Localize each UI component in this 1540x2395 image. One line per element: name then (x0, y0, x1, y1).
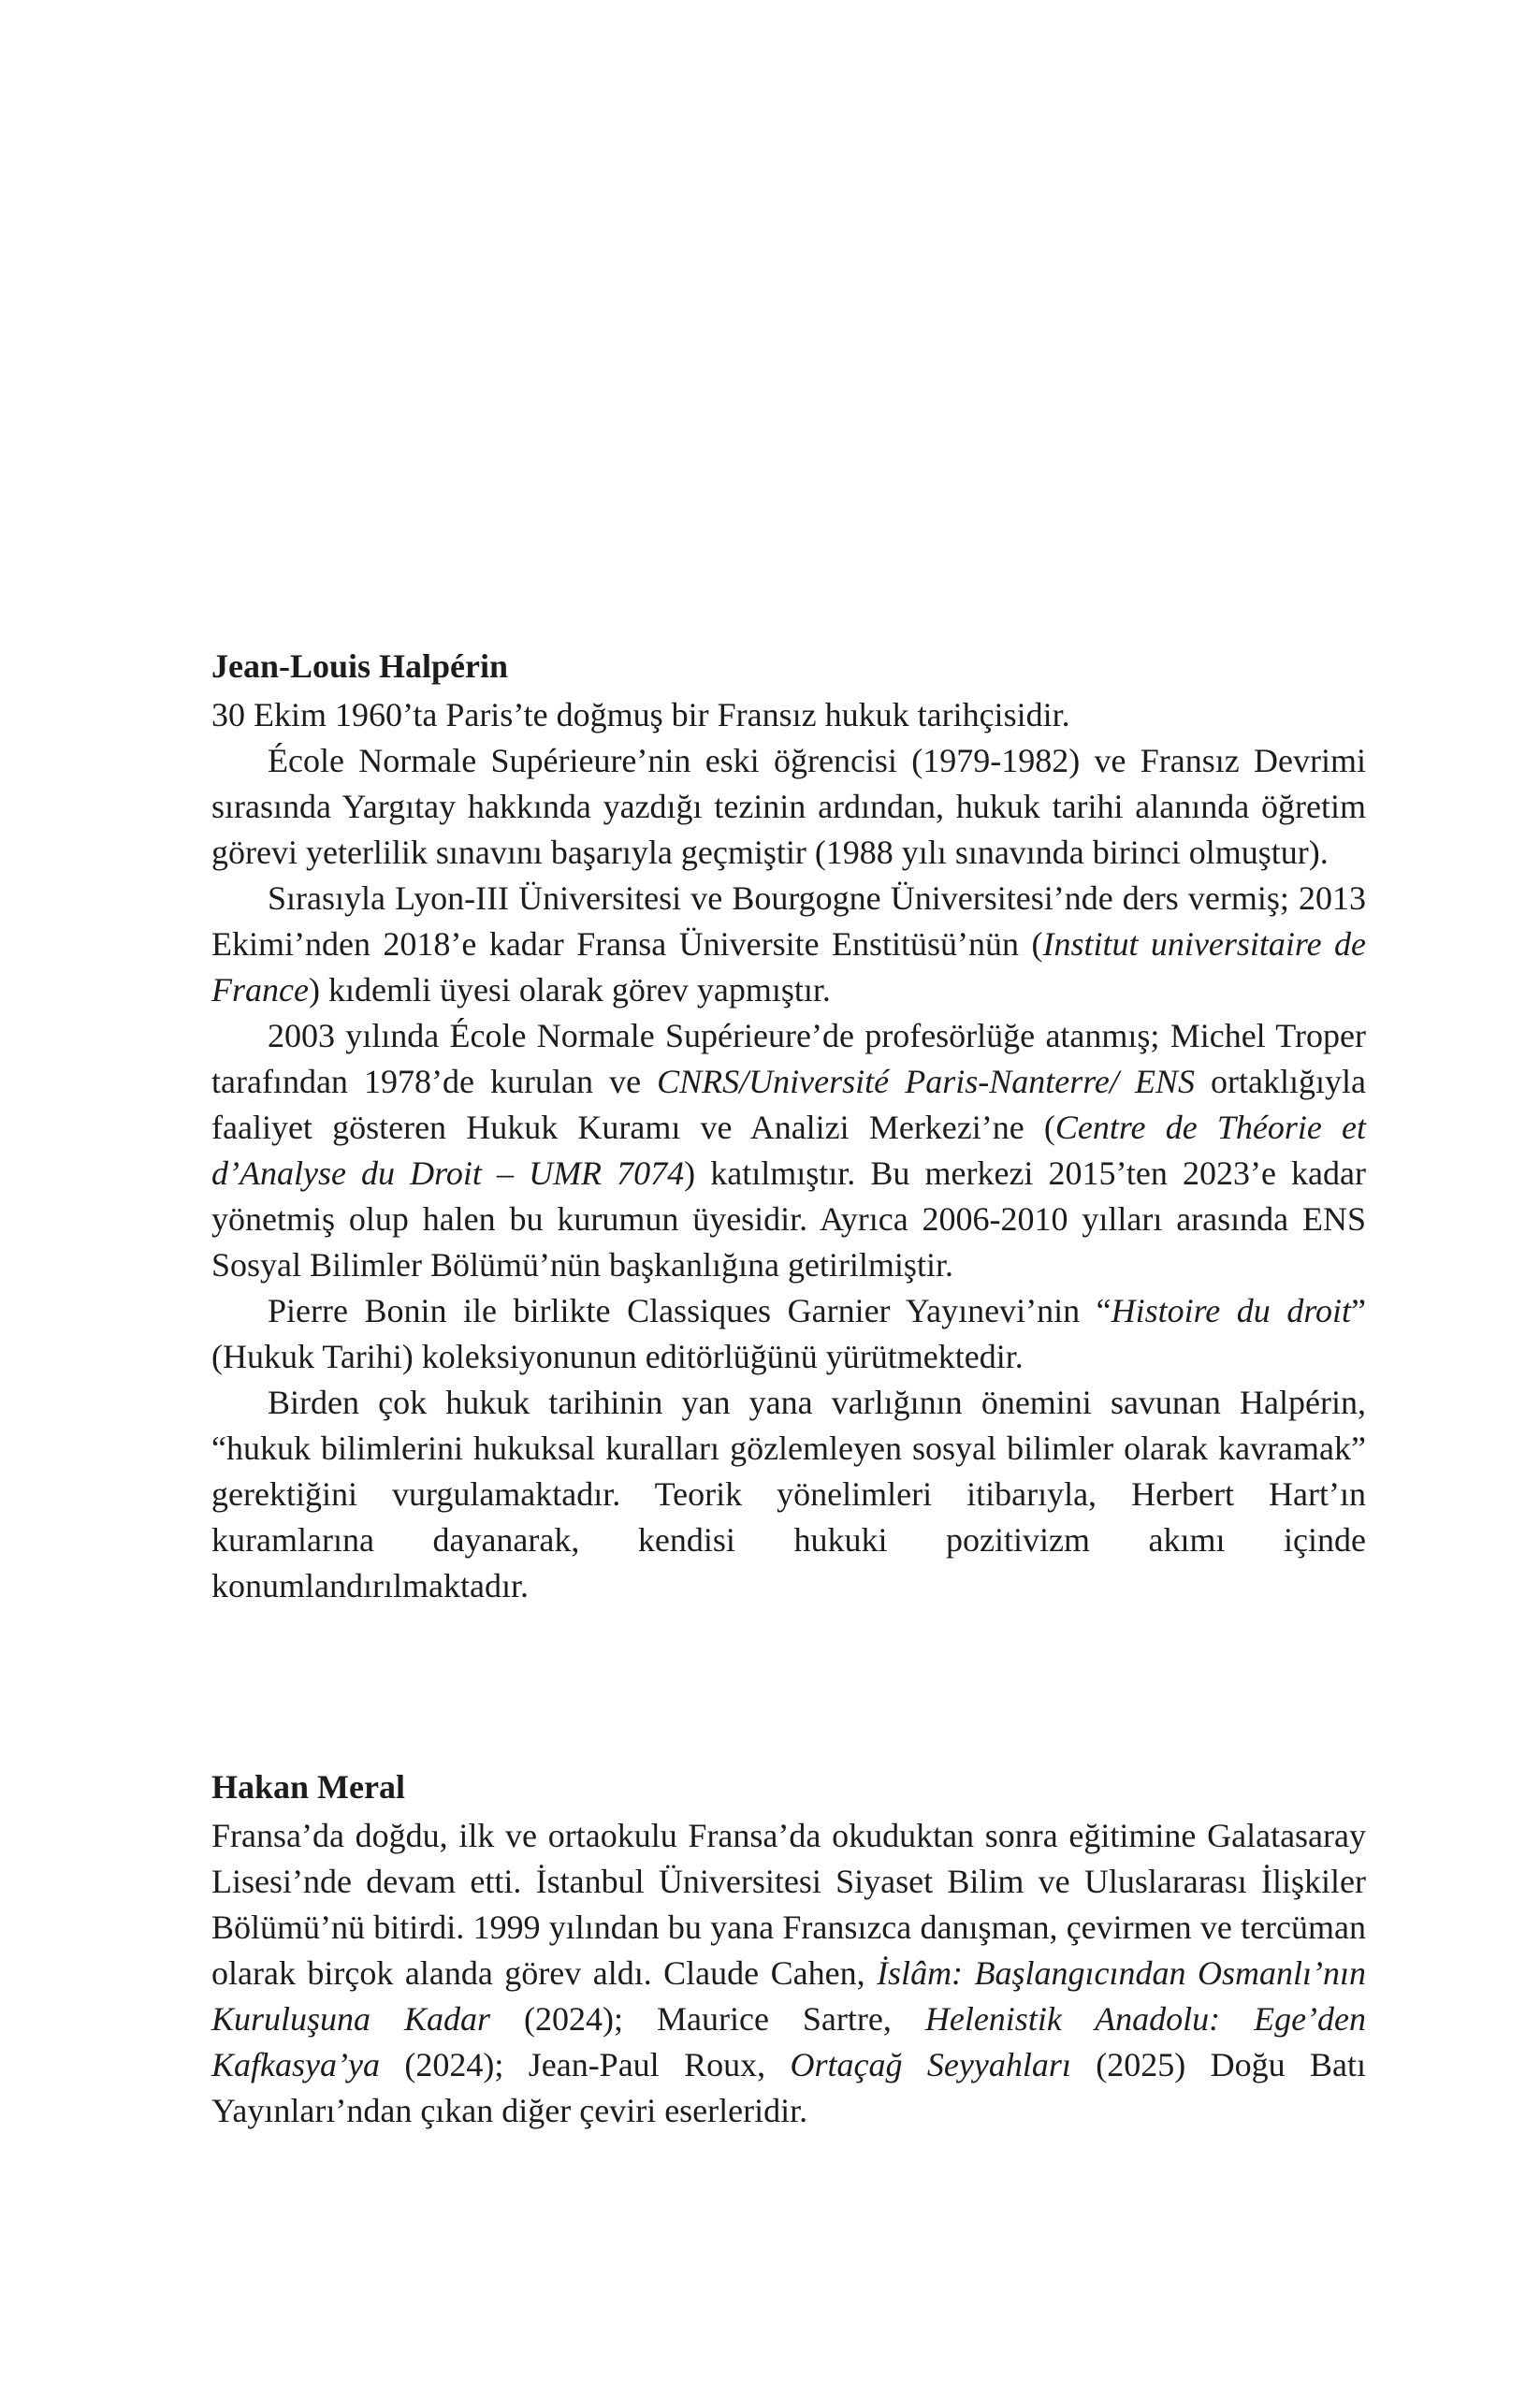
text-span: (2024); Maurice Sartre, (490, 2000, 925, 2038)
italic-title: Institut universitaire de France (211, 925, 1366, 1009)
italic-title: Helenistik Anadolu: Ege’den Kafkasya’ya (211, 2000, 1367, 2083)
text-span: Pierre Bonin ile birlikte Classiques Garnier Yayınevi’nin “ (268, 1292, 1111, 1329)
text-span: ) katılmıştır. Bu merkezi 2015’ten 2023’e kadar yönetmiş olup halen bu kurumun üyesidir. Ayrıca 2006-2010 yılları arasında ENS Sosyal Bilimler Bölümü’nün başkanlığına getirilmiştir. (211, 1154, 1366, 1284)
bio-paragraph: École Normale Supérieure’nin eski öğrencisi (1979-1982) ve Fransız Devrimi sırasında Yargıtay hakkında yazdığı tezinin ardından, hukuk tarihi alanında öğretim görevi yeterlilik sınavını başarıyla geçmiştir (1988 yılı sınavında birinci olmuştur). (211, 742, 1366, 871)
translator-bio-meral (211, 1764, 1366, 2134)
text-span: ” (Hukuk Tarihi) koleksiyonunun editörlüğünü yürütmektedir. (211, 1292, 1367, 1375)
bio-paragraph (211, 876, 1366, 1013)
translator-name: Hakan Meral (211, 1768, 405, 1806)
text-span: Fransa’da doğdu, ilk ve ortaokulu Fransa’da okuduktan sonra eğitimine Galatasaray Lisesi’nde devam etti. İstanbul Üniversitesi Siyaset Bilim ve Uluslararası İlişkiler Bölümü’nü bitirdi. 1999 yılından bu yana Fransızca danışman, çevirmen ve tercüman olarak birçok alanda görev aldı. Claude Cahen, (211, 1817, 1366, 1992)
text-span: ) kıdemli üyesi olarak görev yapmıştır. (308, 971, 831, 1009)
text-span: ortaklığıyla faaliyet gösteren Hukuk Kuramı ve Analizi Merkezi’ne ( (211, 1063, 1366, 1146)
bio-paragraph: 30 Ekim 1960’ta Paris’te doğmuş bir Fransız hukuk tarihçisidir. (211, 696, 1070, 733)
text-span: Sırasıyla Lyon-III Üniversitesi ve Bourgogne Üniversitesi’nde ders vermiş; 2013 Ekimi’nden 2018’e kadar Fransa Üniversite Enstitüsü’nün ( (211, 879, 1366, 963)
text-span: (2024); Jean-Paul Roux, (379, 2046, 791, 2083)
italic-title: Histoire du droit (1111, 1292, 1352, 1329)
bio-paragraph (211, 1813, 1366, 2134)
text-span: 2003 yılında École Normale Supérieure’de profesörlüğe atanmış; Michel Troper tarafından 1978’de kurulan ve (211, 1017, 1366, 1100)
italic-title: CNRS/Université Paris-Nanterre/ ENS (657, 1063, 1195, 1100)
text-span: (2025) Doğu Batı Yayınları’ndan çıkan diğer çeviri eserleridir. (211, 2046, 1367, 2129)
bio-paragraph (211, 1013, 1366, 1288)
bio-paragraph (211, 1288, 1366, 1380)
italic-title: İslâm: Başlangıcından Osmanlı’nın Kuruluşuna Kadar (211, 1954, 1366, 2038)
author-name: Jean-Louis Halpérin (211, 647, 509, 685)
bio-paragraph: Birden çok hukuk tarihinin yan yana varlığının önemini savunan Halpérin, “hukuk bilimlerini hukuksal kuralları gözlemleyen sosyal bilimler olarak kavramak” gerektiğini vurgulamaktadır. Teorik yönelimleri itibarıyla, Herbert Hart’ın kuramlarına dayanarak, kendisi hukuki pozitivizm akımı içinde konumlandırılmaktadır. (211, 1384, 1366, 1604)
italic-title: Ortaçağ Seyyahları (790, 2046, 1071, 2083)
italic-title: Centre de Théorie et d’Analyse du Droit – UMR 7074 (211, 1109, 1366, 1192)
author-bio-halperin (211, 644, 1366, 1609)
